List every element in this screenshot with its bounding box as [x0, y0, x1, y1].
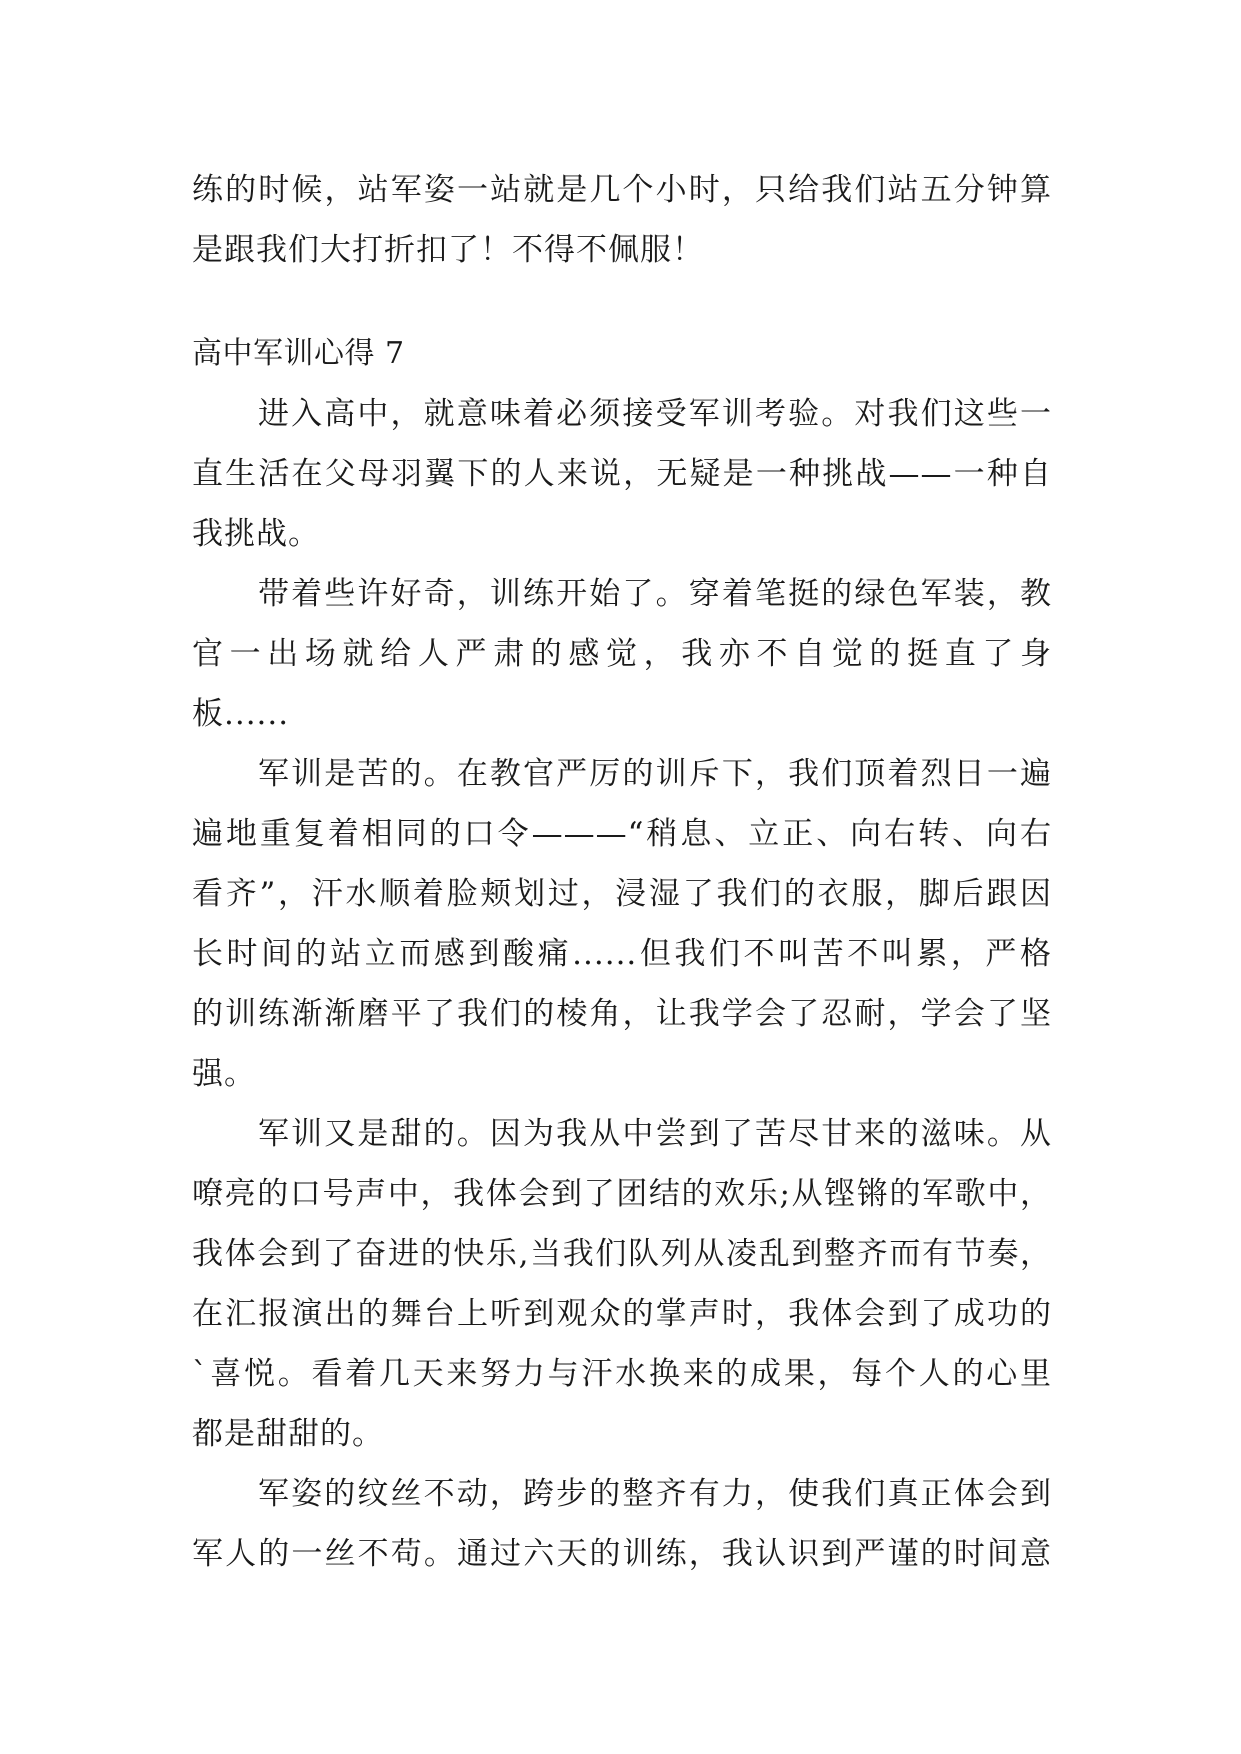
paragraph	[192, 564, 1052, 744]
text-line: 我挑战。	[192, 516, 320, 552]
paragraph	[192, 384, 1052, 564]
text-line: 看齐”，汗水顺着脸颊划过，浸湿了我们的衣服，脚后跟因	[192, 876, 1052, 912]
text-line: 我体会到了奋进的快乐,当我们队列从凌乱到整齐而有节奏，	[192, 1236, 1052, 1272]
text-line: 在汇报演出的舞台上听到观众的掌声时，我体会到了成功的	[192, 1296, 1052, 1332]
text-line: 板......	[192, 696, 290, 732]
text-line: 是跟我们大打折扣了！不得不佩服！	[192, 232, 704, 268]
section-gap	[192, 280, 1052, 324]
intro-paragraph	[192, 160, 1052, 280]
paragraph	[192, 1464, 1052, 1584]
text-line: 长时间的站立而感到酸痛......但我们不叫苦不叫累，严格	[192, 936, 1052, 972]
paragraph	[192, 1104, 1052, 1464]
text-line: 军姿的纹丝不动，跨步的整齐有力，使我们真正体会到	[258, 1476, 1052, 1512]
document-page	[192, 160, 1052, 1584]
text-line: 嘹亮的口号声中，我体会到了团结的欢乐;从铿锵的军歌中，	[192, 1176, 1052, 1212]
text-line: 练的时候，站军姿一站就是几个小时，只给我们站五分钟算	[192, 172, 1052, 208]
text-line: 军训又是甜的。因为我从中尝到了苦尽甘来的滋味。从	[258, 1116, 1052, 1152]
text-line: 军训是苦的。在教官严厉的训斥下，我们顶着烈日一遍	[258, 756, 1052, 792]
text-line: 直生活在父母羽翼下的人来说，无疑是一种挑战——一种自	[192, 456, 1052, 492]
text-line: 强。	[192, 1056, 256, 1092]
text-line: 进入高中，就意味着必须接受军训考验。对我们这些一	[258, 396, 1052, 432]
text-line: 的训练渐渐磨平了我们的棱角，让我学会了忍耐，学会了坚	[192, 996, 1052, 1032]
paragraph	[192, 744, 1052, 1104]
text-line: 军人的一丝不苟。通过六天的训练，我认识到严谨的时间意	[192, 1536, 1052, 1572]
text-line: 都是甜甜的。	[192, 1416, 384, 1452]
text-line: 官一出场就给人严肃的感觉，我亦不自觉的挺直了身	[192, 636, 1052, 672]
section-title: 高中军训心得 7	[192, 336, 405, 371]
text-line: 带着些许好奇，训练开始了。穿着笔挺的绿色军装，教	[258, 576, 1052, 612]
text-line: 遍地重复着相同的口令———“稍息、立正、向右转、向右	[192, 816, 1052, 852]
text-line: `喜悦。看着几天来努力与汗水换来的成果，每个人的心里	[192, 1356, 1052, 1392]
